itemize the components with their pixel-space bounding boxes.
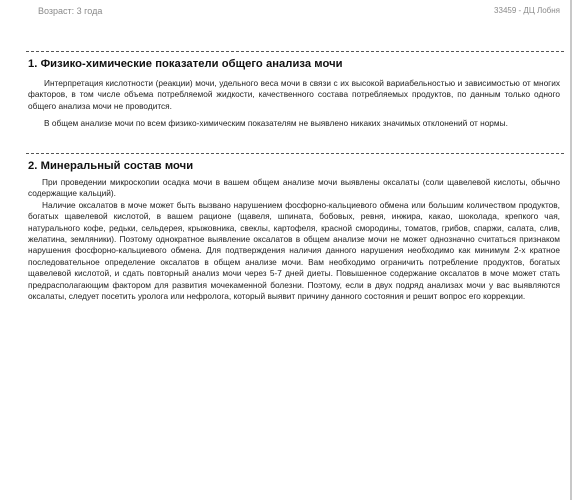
section-title: 1. Физико-химические показатели общего анализа мочи [28, 58, 343, 70]
section-mineral [28, 160, 560, 302]
section-divider [26, 153, 564, 154]
lab-name: 33459 - ДЦ Лобня [494, 6, 560, 15]
patient-age: Возраст: 3 года [38, 6, 103, 16]
report-header [0, 0, 572, 30]
section-paragraph: При проведении микроскопии осадка мочи в вашем общем анализе мочи выявлены оксалаты (соли щавелевой кислоты, обычно содержащие кальций). [28, 177, 560, 199]
section-paragraph: В общем анализе мочи по всем физико-химическим показателям не выявлено никаких значимых отклонений от нормы. [44, 118, 508, 129]
section-paragraph: Наличие оксалатов в моче может быть вызвано нарушением фосфорно-кальциевого обмена или большим количеством продуктов, богатых щавелевой кислотой, в вашем рационе (щавеля, шпината, бобовых, ревня, инжира, какао, шоколада, крепкого чая, натурального кофе, редьки, сельдерея, крыжовника, свеклы, картофеля, красной смородины, томатов, грибов, спаржи, салата, слив, желатина, земляники). Поэтому однократное выявление оксалатов в общем анализе мочи не может однозначно считаться признаком нарушения фосфорно-кальциевого обмена. Для подтверждения наличия данного нарушения необходимо как минимум 2-х кратное последовательное определение оксалатов в общем анализе мочи. Вам необходимо ограничить потребление продуктов, богатых щавелевой кислотой, и сдать повторный анализ мочи через 5-7 дней диеты. Повышенное содержание оксалатов в моче может стать предрасполагающим фактором для развития мочекаменной болезни. Поэтому, если в двух подряд анализах мочи у вас выявляются оксалаты, следует посетить уролога или нефролога, который выявит причину данного состояния и решит вопрос его коррекции. [28, 199, 560, 302]
section-title: 2. Минеральный состав мочи [28, 160, 194, 172]
section-paragraph: Интерпретация кислотности (реакции) мочи, удельного веса мочи в связи с их высокой вариабельностью и зависимостью от многих факторов, в том числе объема потребляемой жидкости, качественного состава потребляемых продуктов, по данным только одного общего анализа мочи не проводится. [28, 78, 560, 111]
section-divider [26, 51, 564, 52]
section-physicochemical [28, 58, 560, 130]
